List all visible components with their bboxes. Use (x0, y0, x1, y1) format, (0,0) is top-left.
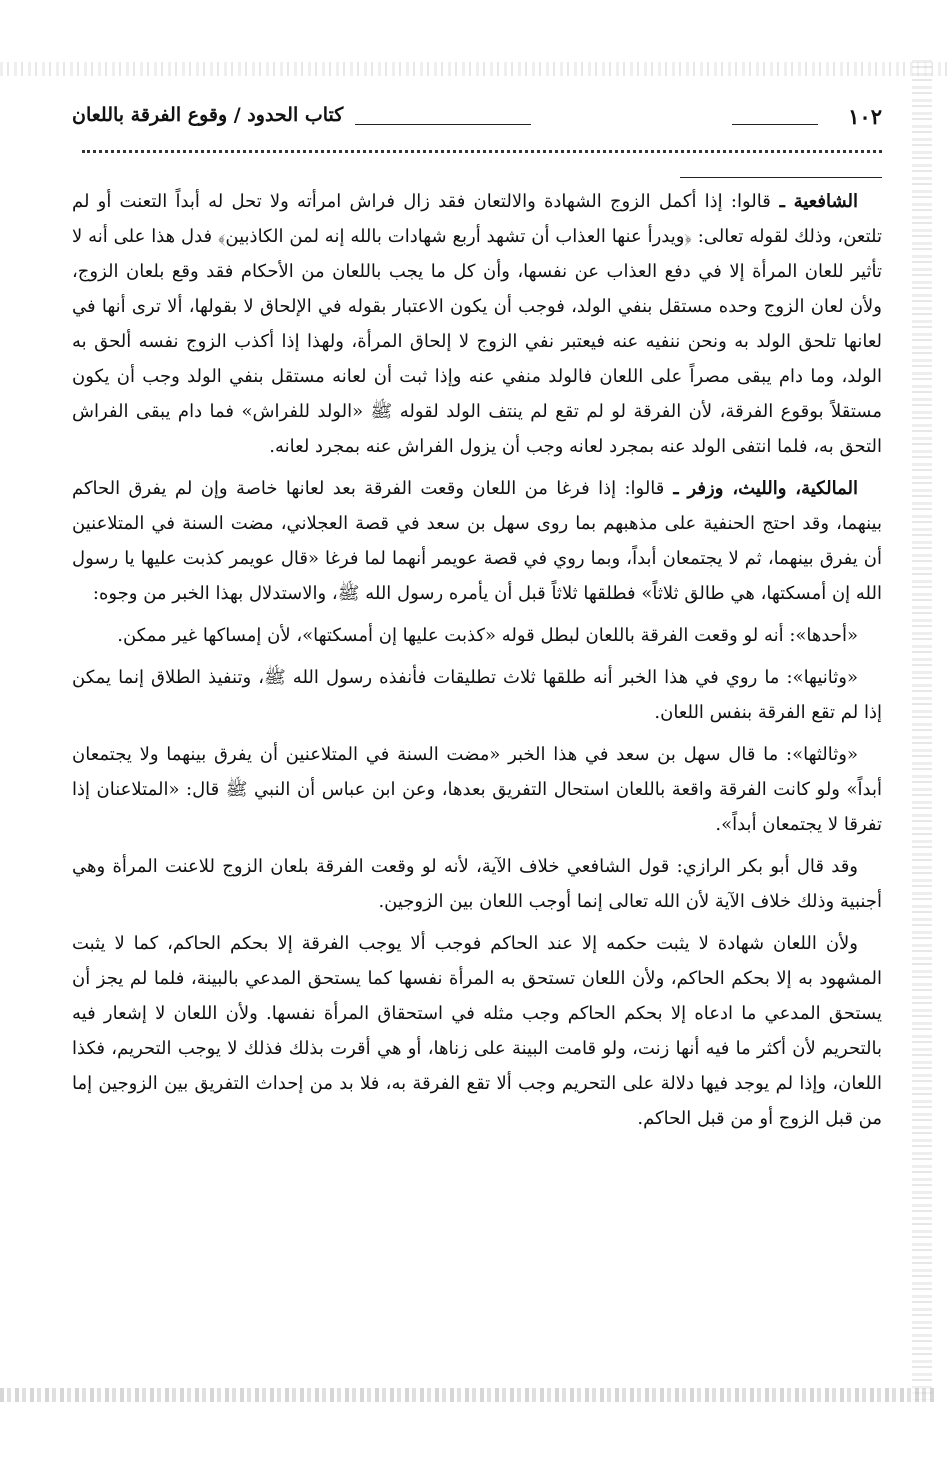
paragraph-text: «وثالثها»: ما قال سهل بن سعد في هذا الخبر «مضت السنة في المتلاعنين أن يفرق بينهما ولا يجتمعان أبداً» ولو كانت الفرقة واقعة باللعان استحال التفريق بعدها، وعن ابن عباس أن النبي ﷺ قال: «المتلاعنان إذا تفرقا لا يجتمعان أبداً». (72, 744, 882, 835)
paragraph-text: قالوا: إذا أكمل الزوج الشهادة والالتعان فقد زال فراش امرأته ولا تحل له أبداً التعنت أو لم تلتعن، وذلك لقوله تعالى: ﴿ويدرأ عنها العذاب أن تشهد أربع شهادات بالله إنه لمن الكاذبين﴾ فدل هذا على أنه لا تأثير للعان المرأة إلا في دفع العذاب عن نفسها، وأن كل ما يجب باللعان من الأحكام فقد وقع بلعان الزوج، ولأن لعان الزوج وحده مستقل بنفي الولد، فوجب أن يكون الاعتبار بقوله في الإلحاق لا بقولها، ألا ترى أنها في لعانها تلحق الولد به ونحن ننفيه عنه فيعتبر نفي الزوج لا إلحاق المرأة، ولهذا إذا أكذب الزوج نفسه ألحق به الولد، وما دام يبقى مصراً على اللعان فالولد منفي عنه وإذا ثبت أن لعانه مستقل بنفي الولد وجب أن يكون مستقلاً بوقوع الفرقة، لأن الفرقة لو لم تقع لم ينتف الولد لقوله ﷺ «الولد للفراش» فما دام يبقى الفراش التحق به، فلما انتفى الولد عنه بمجرد لعانه وجب أن يزول الفراش عنه بمجرد لعانه. (72, 191, 882, 457)
scan-edge-bottom (0, 1388, 935, 1402)
paragraph-malikiya (72, 471, 882, 611)
header-rule-left (355, 124, 531, 125)
paragraph-conclusion (72, 926, 882, 1136)
paragraph-text: قالوا: إذا فرغا من اللعان وقعت الفرقة بعد لعانها خاصة وإن لم يفرق الحاكم بينهما، وقد احتج الحنفية على مذهبهم بما روى سهل بن سعد في قصة العجلاني، مضت السنة في المتلاعنين أن يفرق بينهما، ثم لا يجتمعان أبداً، وبما روي في قصة عويمر أنهما لما فرغا «قال عويمر كذبت عليها يا رسول الله إن أمسكتها، هي طالق ثلاثاً» فطلقها ثلاثاً قبل أن يأمره رسول الله ﷺ، والاستدلال بهذا الخبر من وجوه: (72, 478, 882, 604)
header-dotted-divider (82, 150, 882, 153)
paragraph-text: «أحدها»: أنه لو وقعت الفرقة باللعان لبطل قوله «كذبت عليها إن أمسكتها»، لأن إمساكها غير ممكن. (117, 625, 858, 646)
running-title: كتاب الحدود / وقوع الفرقة باللعان (72, 104, 344, 126)
paragraph-first-aspect (72, 618, 882, 653)
scan-edge-top (0, 62, 950, 76)
paragraph-text: ولأن اللعان شهادة لا يثبت حكمه إلا عند الحاكم فوجب ألا يوجب الفرقة إلا بحكم الحاكم، كما لا يثبت المشهود به إلا بحكم الحاكم، ولأن اللعان تستحق به المرأة نفسها كما يستحق المدعي بالبينة، فلما لم يجز أن يستحق المدعي ما ادعاه إلا بحكم الحاكم وجب مثله في استحقاق المرأة نفسها. ولأن اللعان لا إشعار فيه بالتحريم لأن أكثر ما فيه أنها زنت، ولو قامت البينة على زناها، أو هي أقرت بذلك فذلك لا يوجب التحريم، فكذا اللعان، وإذا لم يوجد فيها دلالة على التحريم وجب ألا تقع الفرقة به، فلا بد من إحداث التفريق بين الزوجين إما من قبل الزوج أو من قبل الحاكم. (72, 933, 882, 1129)
paragraph-shafiiya (72, 184, 882, 464)
scan-edge-right (912, 60, 932, 1400)
section-rule (680, 177, 882, 178)
header-rule-right (732, 124, 818, 125)
paragraph-text: «وثانيها»: ما روي في هذا الخبر أنه طلقها ثلاث تطليقات فأنفذه رسول الله ﷺ، وتنفيذ الطلاق إنما يمكن إذا لم تقع الفرقة بنفس اللعان. (72, 667, 882, 723)
page-body (72, 184, 882, 1143)
paragraph-third-aspect (72, 737, 882, 842)
paragraph-second-aspect (72, 660, 882, 730)
page-header (72, 104, 882, 138)
paragraph-lead: الشافعية ـ (770, 191, 858, 212)
paragraph-lead: المالكية، والليث، وزفر ـ (664, 478, 858, 499)
paragraph-text: وقد قال أبو بكر الرازي: قول الشافعي خلاف الآية، لأنه لو وقعت الفرقة بلعان الزوج للاعنت المرأة وهي أجنبية وذلك خلاف الآية لأن الله تعالى إنما أوجب اللعان بين الزوجين. (72, 856, 882, 912)
paragraph-razi (72, 849, 882, 919)
page-number: ١٠٢ (848, 104, 882, 129)
